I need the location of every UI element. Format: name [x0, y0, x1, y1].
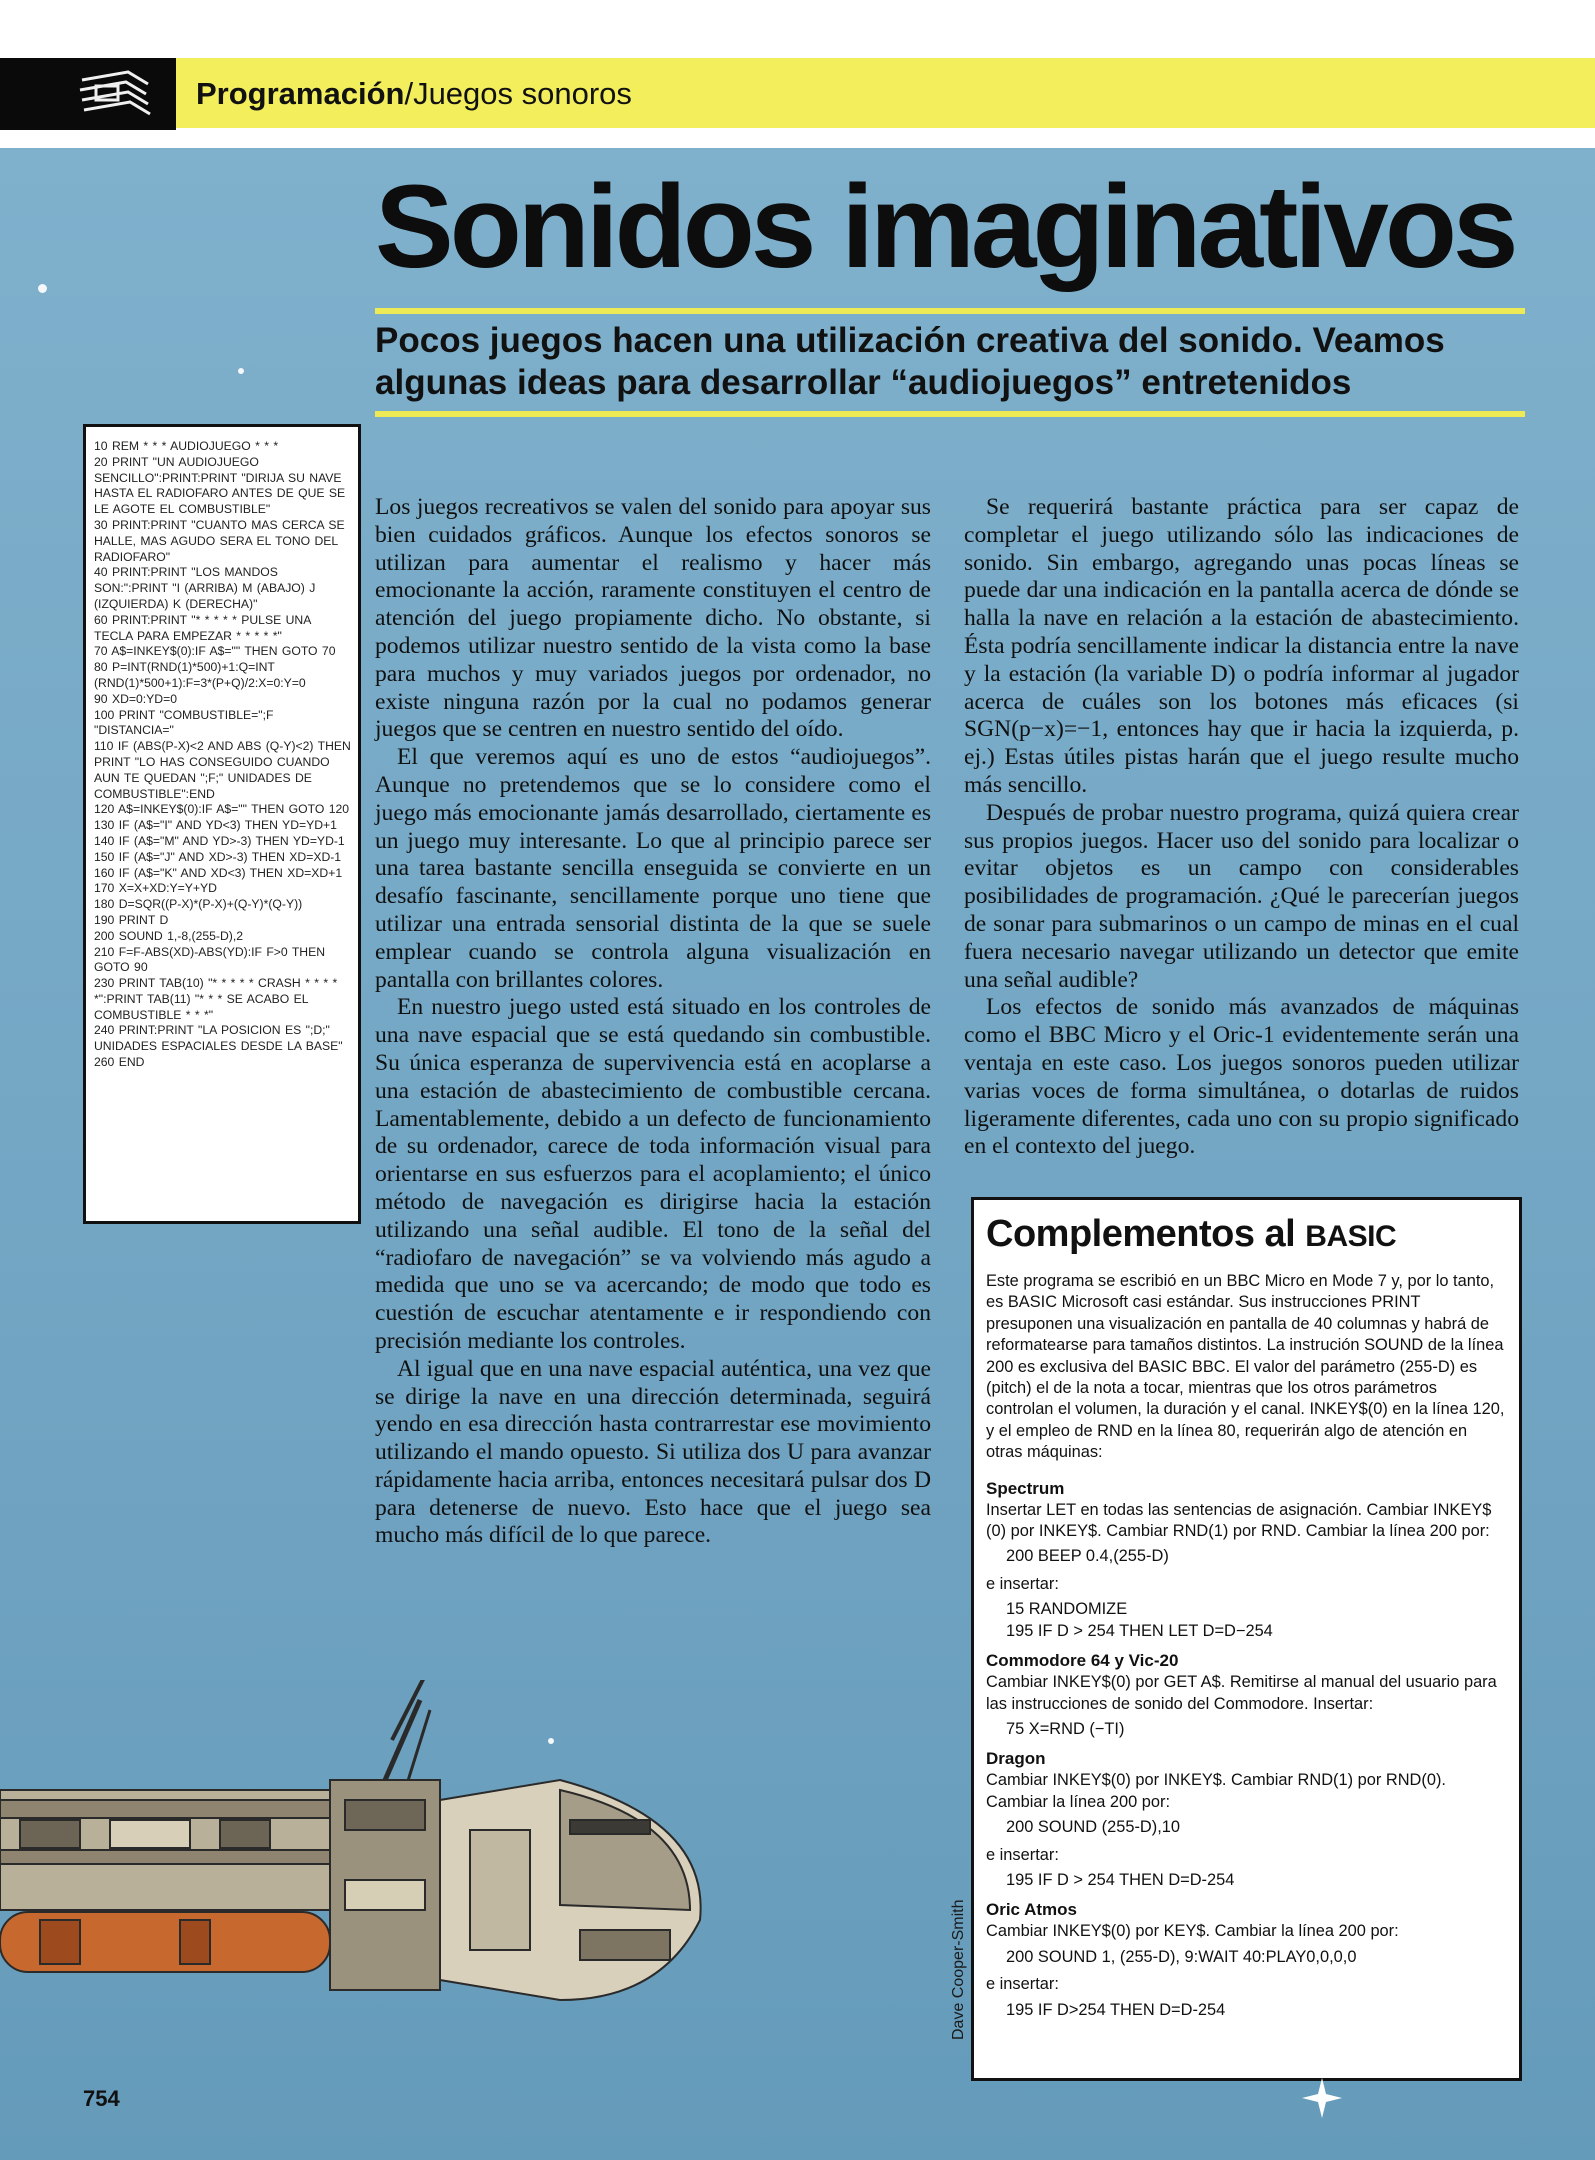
subtitle: Pocos juegos hacen una utilización creativa del sonido. Veamos algunas ideas para desarrollar “audiojuegos” entretenidos — [375, 321, 1445, 402]
computer-logo-icon — [70, 66, 160, 122]
complementos-box — [971, 1197, 1522, 2081]
illustration-credit: Dave Cooper-Smith — [950, 1899, 967, 2040]
code-line: 120 A$=INKEY$(0):IF A$="" THEN GOTO 120 — [94, 802, 350, 817]
star-sparkle-icon — [1300, 2076, 1344, 2120]
system-code: 75 X=RND (−TI) — [1006, 1719, 1125, 1738]
dragon-section — [986, 1748, 1507, 1891]
system-code: 195 IF D>254 THEN D=D-254 — [1006, 2000, 1226, 2019]
system-text: Cambiar INKEY$(0) por INKEY$. Cambiar RND(1) por RND(0). Cambiar la línea 200 por: — [986, 1771, 1446, 1811]
paragraph: El que veremos aquí es uno de estos “audiojuegos”. Aunque no pretendemos que se lo considere como el juego más emocionante jamás desarrollado, ciertamente es un juego muy interesante. Lo que al principio parece ser una tarea bastante sencilla enseguida se convierte en un desafío fascinante, sencillamente porque uno tiene que utilizar una entrada sensorial distinta de la que se suele emplear cuando se controla alguna visualización en pantalla con brillantes colores. — [375, 744, 931, 993]
title-rule-bottom — [375, 411, 1525, 417]
system-name: Commodore 64 y Vic-20 — [986, 1651, 1179, 1671]
code-line: 80 P=INT(RND(1)*500)+1:Q=INT (RND(1)*500+1):F=3*(P+Q)/2:X=0:Y=0 — [94, 660, 306, 690]
decor-dot — [238, 368, 244, 374]
code-line: 40 PRINT:PRINT "LOS MANDOS SON:":PRINT "I (ARRIBA) M (ABAJO) J (IZQUIERDA) K (DERECHA)" — [94, 565, 316, 611]
code-line: 60 PRINT:PRINT "* * * * * PULSE UNA TECLA PARA EMPEZAR * * * * *" — [94, 612, 311, 643]
system-name: Dragon — [986, 1749, 1046, 1769]
section-header — [196, 76, 632, 112]
system-insert-label: e insertar: — [986, 1845, 1059, 1864]
system-code: 195 IF D > 254 THEN D=D-254 — [1006, 1870, 1235, 1889]
code-line: 140 IF (A$="M" AND YD>-3) THEN YD=YD-1 — [94, 833, 345, 848]
code-line: 260 END — [94, 1055, 145, 1070]
paragraph: Los efectos de sonido más avanzados de máquinas como el BBC Micro y el Oric-1 evidentemente serán una ventaja en este caso. Los juegos sonoros pueden utilizar varias voces de forma simultánea, o dotarlas de ruidos ligeramente diferentes, cada uno con su propio significado en el contexto del juego. — [964, 994, 1519, 1160]
code-line: 170 X=X+XD:Y=Y+YD — [94, 881, 217, 896]
system-text: Cambiar INKEY$(0) por KEY$. Cambiar la línea 200 por: — [986, 1922, 1399, 1941]
system-text: Insertar LET en todas las sentencias de asignación. Cambiar INKEY$ (0) por INKEY$. Cambiar RND(1) por RND. Cambiar la línea 200 por: — [986, 1500, 1492, 1541]
box-intro: Este programa se escribió en un BBC Micro en Mode 7 y, por lo tanto, es BASIC Microsoft casi estándar. Sus instrucciones PRINT presuponen una visualización en pantalla de 40 columnas y habrá de reformatearse para tamaños distintos. La instrución SOUND de la línea 200 es exclusiva del BASIC BBC. El valor del parámetro (255-D) es (pitch) el de la nota a tocar, mientras que los otros parámetros controlan el volumen, la duración y el canal. INKEY$(0) en la línea 120, y el empleo de RND en la línea 80, requerirán algo de atención en otras máquinas: — [986, 1272, 1505, 1462]
box-title — [986, 1212, 1507, 1259]
section-name: Programación — [196, 76, 405, 111]
oric-section — [986, 1899, 1507, 2021]
code-line: 150 IF (A$="J" AND XD>-3) THEN XD=XD-1 — [94, 849, 342, 864]
code-line: 230 PRINT TAB(10) "* * * * * CRASH * * * * *":PRINT TAB(11) "* * * SE ACABO EL COMBUSTIBLE * * *" — [94, 976, 338, 1022]
paragraph: Los juegos recreativos se valen del sonido para apoyar sus bien cuidados gráficos. Aunque los efectos sonoros se utilizan para aumentar el realismo y hacer más emocionante la acción, raramente constituyen el centro de atención del juego propiamente dicho. No obstante, si podemos utilizar nuestro sentido de la vista como la base para muchos y muy variados juegos por ordenador, no existe ninguna razón por la cual no podamos generar juegos que se centren en nuestro sentido del oído. — [375, 494, 931, 743]
system-code: 200 SOUND 1, (255-D), 9:WAIT 40:PLAY0,0,0,0 — [1006, 1947, 1357, 1966]
code-line: 20 PRINT "UN AUDIOJUEGO SENCILLO":PRINT:PRINT "DIRIJA SU NAVE HASTA EL RADIOFARO ANTES DE QUE SE LE AGOTE EL COMBUSTIBLE" — [94, 454, 346, 517]
subsection-name: /Juegos sonoros — [404, 76, 632, 111]
code-line: 160 IF (A$="K" AND XD<3) THEN XD=XD+1 — [94, 865, 343, 880]
article-column-2 — [964, 494, 1519, 1161]
code-line: 110 IF (ABS(P-X)<2 AND ABS (Q-Y)<2) THEN PRINT "LO HAS CONSEGUIDO CUANDO AUN TE QUEDAN ";F;" UNIDADES DE COMBUSTIBLE":END — [94, 739, 351, 801]
spaceship-illustration — [0, 1680, 730, 2050]
paragraph: En nuestro juego usted está situado en los controles de una nave espacial que se está quedando sin combustible. Su única esperanza de supervivencia está en acoplarse a una estación de abastecimiento de combustible cercana. Lamentablemente, debido a un defecto de funcionamiento de su ordenador, carece de toda información visual para orientarse en sus esfuerzos para el acoplamiento; el único método de navegación es dirigirse hacia la estación utilizando una señal audible. El tono de la señal del “radiofaro de navegación” se va volviendo más agudo a medida que uno se va acercando; de modo que todo es cuestión de escuchar atentamente e ir respondiendo con precisión mediante los controles. — [375, 994, 931, 1354]
page-number: 754 — [83, 2086, 120, 2111]
system-name: Spectrum — [986, 1478, 1065, 1498]
code-line: 100 PRINT "COMBUSTIBLE=";F "DISTANCIA=" — [94, 707, 274, 738]
program-listing — [83, 424, 361, 1224]
system-code: 195 IF D > 254 THEN LET D=D−254 — [1006, 1621, 1273, 1640]
system-name: Oric Atmos — [986, 1900, 1078, 1920]
title-rule-top — [375, 308, 1525, 314]
system-code: 200 BEEP 0.4,(255-D) — [1006, 1547, 1169, 1566]
system-code: 200 SOUND (255-D),10 — [1006, 1818, 1180, 1837]
code-line: 190 PRINT D — [94, 912, 169, 927]
code-line: 210 F=F-ABS(XD)-ABS(YD):IF F>0 THEN GOTO 90 — [94, 944, 325, 975]
code-line: 200 SOUND 1,-8,(255-D),2 — [94, 928, 243, 943]
decor-dot — [38, 284, 47, 293]
code-line: 180 D=SQR((P-X)*(P-X)+(Q-Y)*(Q-Y)) — [94, 897, 303, 912]
system-code: 15 RANDOMIZE — [1006, 1600, 1128, 1619]
paragraph: Después de probar nuestro programa, quizá quiera crear sus propios juegos. Hacer uso del sonido para localizar o evitar objetos es un campo con considerables posibilidades de programación. ¿Qué le parecerían juegos de sonar para submarinos o un campo de minas en el cual fuera necesario navegar utilizando un detector que emite una señal audible? — [964, 799, 1519, 993]
paragraph: Al igual que en una nave espacial auténtica, una vez que se dirige la nave en una dirección determinada, seguirá yendo en esa dirección hasta contrarrestar ese movimiento utilizando el mando opuesto. Si utiliza dos U para avanzar rápidamente hacia arriba, entonces necesitará pulsar dos D para detenerse de nuevo. Esto hace que el juego sea mucho más difícil de lo que parece. — [375, 1355, 931, 1549]
code-line: 10 REM * * * AUDIOJUEGO * * * — [94, 439, 279, 453]
code-line: 30 PRINT:PRINT "CUANTO MAS CERCA SE HALLE, MAS AGUDO SERA EL TONO DEL RADIOFARO" — [94, 517, 345, 564]
code-line: 240 PRINT:PRINT "LA POSICION ES ";D;" UNIDADES ESPACIALES DESDE LA BASE" — [94, 1023, 343, 1054]
paragraph: Se requerirá bastante práctica para ser capaz de completar el juego utilizando sólo las indicaciones de sonido. Sin embargo, agregando unas pocas líneas se puede dar una indicación en la pantalla acerca de dónde se halla la nave en relación a la estación de abastecimiento. Ésta podría sencillamente indicar la distancia entre la nave y la estación (la variable D) o podría informar al jugador acerca de cuáles son los botones más eficaces (si SGN(p−x)=−1, entonces hay que ir hacia la izquierda, p. ej.) Estas útiles pistas harán que el juego resulte mucho más sencillo. — [964, 494, 1519, 798]
box-title-basic: BASIC — [1305, 1220, 1397, 1253]
system-insert-label: e insertar: — [986, 1975, 1059, 1994]
article-column-1 — [375, 494, 931, 1550]
box-title-text: Complementos al — [986, 1213, 1296, 1255]
spectrum-section — [986, 1478, 1507, 1642]
system-text: Cambiar INKEY$(0) por GET A$. Remitirse al manual del usuario para las instrucciones de sonido del Commodore. Insertar: — [986, 1673, 1497, 1713]
system-insert-label: e insertar: — [986, 1574, 1059, 1593]
commodore-section — [986, 1650, 1507, 1740]
page-title: Sonidos imaginativos — [375, 161, 1515, 293]
code-line: 90 XD=0:YD=0 — [94, 691, 177, 706]
section-logo — [0, 58, 176, 130]
code-line: 130 IF (A$="I" AND YD<3) THEN YD=YD+1 — [94, 818, 337, 833]
code-line: 70 A$=INKEY$(0):IF A$="" THEN GOTO 70 — [94, 644, 336, 659]
